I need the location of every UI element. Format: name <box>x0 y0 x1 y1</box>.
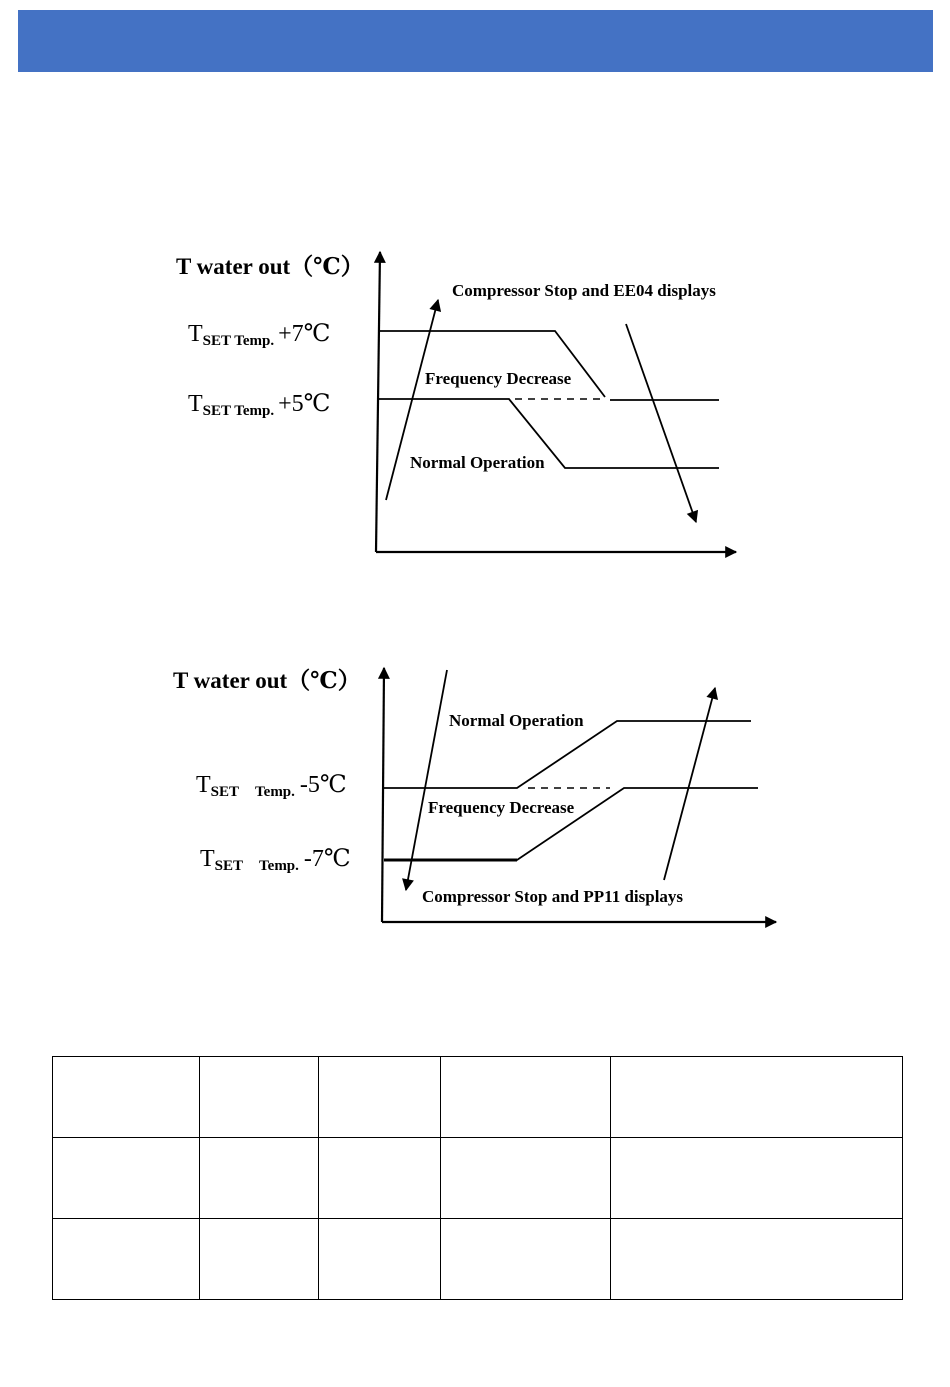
table-cell <box>441 1219 611 1300</box>
table-row <box>53 1138 903 1219</box>
diagram-high-temp <box>176 252 736 552</box>
label-frequency-decrease: Frequency Decrease <box>428 798 575 817</box>
rise-arrow <box>664 688 715 880</box>
level-label-plus7: TSET Temp. +7℃ <box>188 321 331 349</box>
table-row <box>53 1219 903 1300</box>
table-cell <box>611 1219 903 1300</box>
y-axis <box>382 668 384 922</box>
table-row <box>53 1057 903 1138</box>
table-cell <box>319 1138 441 1219</box>
label-compressor-stop: Compressor Stop and PP11 displays <box>422 887 684 906</box>
label-normal-operation: Normal Operation <box>449 711 584 730</box>
level-label-minus7: TSET Temp. -7℃ <box>200 846 351 874</box>
label-frequency-decrease: Frequency Decrease <box>425 369 572 388</box>
y-axis <box>376 252 380 552</box>
table-cell <box>319 1219 441 1300</box>
table-cell <box>200 1219 319 1300</box>
axis-title: T water out（℃） <box>176 254 364 279</box>
table-cell <box>200 1138 319 1219</box>
table-cell <box>53 1138 200 1219</box>
label-compressor-stop: Compressor Stop and EE04 displays <box>452 281 716 300</box>
fall-arrow <box>626 324 696 522</box>
normal-threshold-line <box>384 721 751 788</box>
parameter-table <box>52 1056 903 1300</box>
table-cell <box>53 1057 200 1138</box>
table-cell <box>441 1138 611 1219</box>
diagram-low-temp <box>173 667 776 922</box>
label-normal-operation: Normal Operation <box>410 453 545 472</box>
level-label-plus5: TSET Temp. +5℃ <box>188 391 331 419</box>
table-cell <box>53 1219 200 1300</box>
table-cell <box>200 1057 319 1138</box>
table-cell <box>611 1138 903 1219</box>
table-cell <box>441 1057 611 1138</box>
fall-arrow <box>406 670 447 890</box>
table-cell <box>319 1057 441 1138</box>
axis-title: T water out（℃） <box>173 668 361 693</box>
table-cell <box>611 1057 903 1138</box>
level-label-minus5: TSET Temp. -5℃ <box>196 772 347 800</box>
